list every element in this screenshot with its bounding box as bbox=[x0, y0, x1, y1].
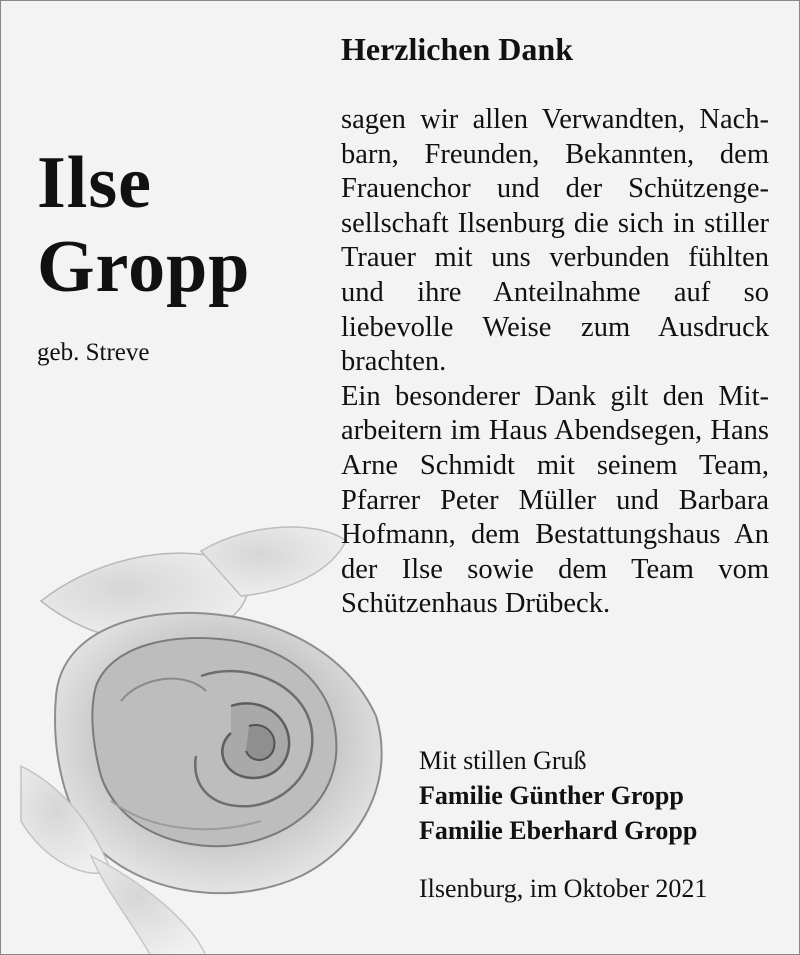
closing-greeting: Mit stillen Gruß bbox=[419, 746, 587, 775]
family-signature-2: Familie Eberhard Gropp bbox=[419, 816, 698, 845]
deceased-first-name: Ilse bbox=[37, 142, 152, 224]
heading: Herzlichen Dank bbox=[341, 31, 573, 67]
place-date: Ilsenburg, im Oktober 2021 bbox=[419, 874, 708, 903]
maiden-name: geb. Streve bbox=[37, 339, 150, 366]
thanks-paragraph-2: Ein besonderer Dank gilt den Mitarbeitern im Haus Abendsegen, Hans Arne Schmidt mit seinem Team, Pfarrer Peter Müller und Barbara Hofmann, dem Bestattungshaus An der Ilse sowie dem Team vom Schützenhaus Drübeck. bbox=[341, 380, 769, 620]
signature-block bbox=[419, 743, 697, 848]
family-signature-1: Familie Günther Gropp bbox=[419, 781, 684, 810]
deceased-last-name: Gropp bbox=[37, 226, 251, 308]
thanks-paragraph-1: sagen wir allen Verwandten, Nachbarn, Freunden, Bekannten, dem Frauenchor und der Schützengesellschaft Ilsenburg die sich in stiller Trauer mit uns verbunden fühlten und ihre Anteilnahme auf so liebevolle Weise zum Ausdruck brachten. bbox=[341, 104, 769, 378]
thanks-text bbox=[341, 103, 769, 622]
